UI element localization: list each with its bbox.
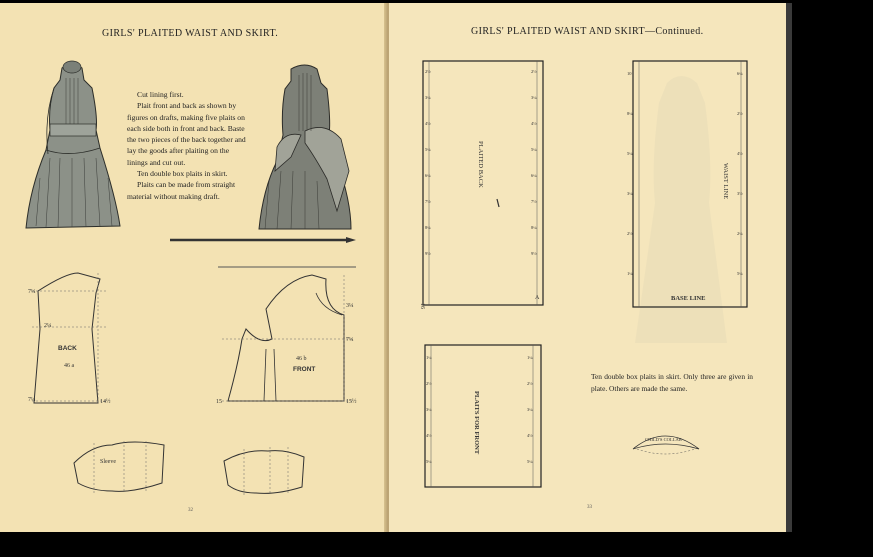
draft-measure: 15 [216,399,222,405]
svg-text:1¼: 1¼ [527,355,533,360]
svg-text:4½: 4½ [737,151,743,156]
svg-text:5¼: 5¼ [531,147,537,152]
svg-text:7½: 7½ [531,199,537,204]
right-page-title: GIRLS' PLAITED WAIST AND SKIRT—Continued. [471,26,704,37]
svg-text:2½: 2½ [425,69,431,74]
base-line-label: BASE LINE [671,295,706,302]
svg-text:6¼: 6¼ [531,173,537,178]
draft-measure: 7¼ [346,337,354,343]
svg-text:3¼: 3¼ [425,95,431,100]
draft-measure: 14½ [100,399,111,405]
svg-text:5¼: 5¼ [627,151,633,156]
draft-measure: 15½ [346,399,357,405]
svg-text:1¼: 1¼ [627,271,633,276]
svg-text:9½: 9½ [531,251,537,256]
svg-text:6¼: 6¼ [425,173,431,178]
svg-text:6¼: 6¼ [737,71,743,76]
sleeve-label: Sleeve [100,459,116,465]
front-draft-number: 46 b [296,356,307,362]
childs-collar-label: CHILD'S COLLAR [645,437,682,442]
front-draft-label: FRONT [293,366,316,373]
corner-mark: A [535,295,540,301]
svg-text:2½: 2½ [426,381,432,386]
svg-text:1¼: 1¼ [426,355,432,360]
svg-text:4½: 4½ [527,433,533,438]
plaits-for-front-draft [423,343,543,489]
svg-text:8¼: 8¼ [627,111,633,116]
back-draft [26,269,116,409]
svg-text:5¼: 5¼ [425,147,431,152]
svg-text:2½: 2½ [531,69,537,74]
right-page [389,3,786,532]
left-page-number: 32 [188,508,193,513]
svg-text:2½: 2½ [527,381,533,386]
svg-text:2½: 2½ [627,231,633,236]
plaits-for-front-label: PLAITS FOR FRONT [473,391,480,455]
draft-measure: 2¼ [44,323,52,329]
svg-text:3¼: 3¼ [527,407,533,412]
svg-text:3¼: 3¼ [531,95,537,100]
svg-text:3¼: 3¼ [627,191,633,196]
back-draft-number: 46 a [64,363,75,369]
svg-text:5¼: 5¼ [426,459,432,464]
svg-text:2½: 2½ [737,111,743,116]
draft-measure: 7¼ [28,289,36,295]
plaited-back-label: PLAITED BACK [477,141,484,188]
svg-text:7½: 7½ [425,199,431,204]
left-page [0,3,387,532]
dress-front-illustration [20,58,124,233]
svg-text:4½: 4½ [426,433,432,438]
svg-text:4½: 4½ [425,121,431,126]
draft-measure: 7¼ [28,397,36,403]
svg-text:3½: 3½ [737,191,743,196]
instruction-line: Plait front and back as shown by figures on drafts, making five plaits on each side both in front and back. Baste the two pieces of the back together and lay the goods after plaiting on the linings and cut out. [127,101,246,167]
front-draft [216,269,358,409]
dress-back-illustration [255,61,357,236]
svg-text:9½: 9½ [425,251,431,256]
svg-text:4½: 4½ [531,121,537,126]
instruction-line: Cut lining first. [137,90,184,99]
svg-text:10: 10 [627,71,632,76]
side-number: 16 [419,303,425,309]
svg-text:5¼: 5¼ [737,271,743,276]
skirt-plaits-note: Ten double box plaits in skirt. Only three are given in plate. Others are made the same. [591,372,753,393]
svg-text:2¼: 2¼ [737,231,743,236]
sleeve-draft-1 [72,437,168,499]
instructions-block [127,89,249,202]
childs-collar-draft [629,429,703,459]
scan-edge [786,3,792,532]
right-page-number: 33 [587,505,592,510]
svg-text:8¼: 8¼ [425,225,431,230]
svg-text:5¼: 5¼ [527,459,533,464]
instruction-line: Ten double box plaits in skirt. [137,169,228,179]
svg-text:8¼: 8¼ [531,225,537,230]
sleeve-draft-2 [222,443,308,499]
svg-text:3¼: 3¼ [426,407,432,412]
decorative-rule [170,236,356,244]
instruction-line: Plaits can be made from straight material without making draft. [127,180,236,201]
left-page-title: GIRLS' PLAITED WAIST AND SKIRT. [102,28,279,39]
skirt-draft [625,55,749,313]
back-draft-label: BACK [58,345,77,352]
waist-line-label: WAIST LINE [722,163,729,200]
draft-measure: 3¼ [346,303,354,309]
